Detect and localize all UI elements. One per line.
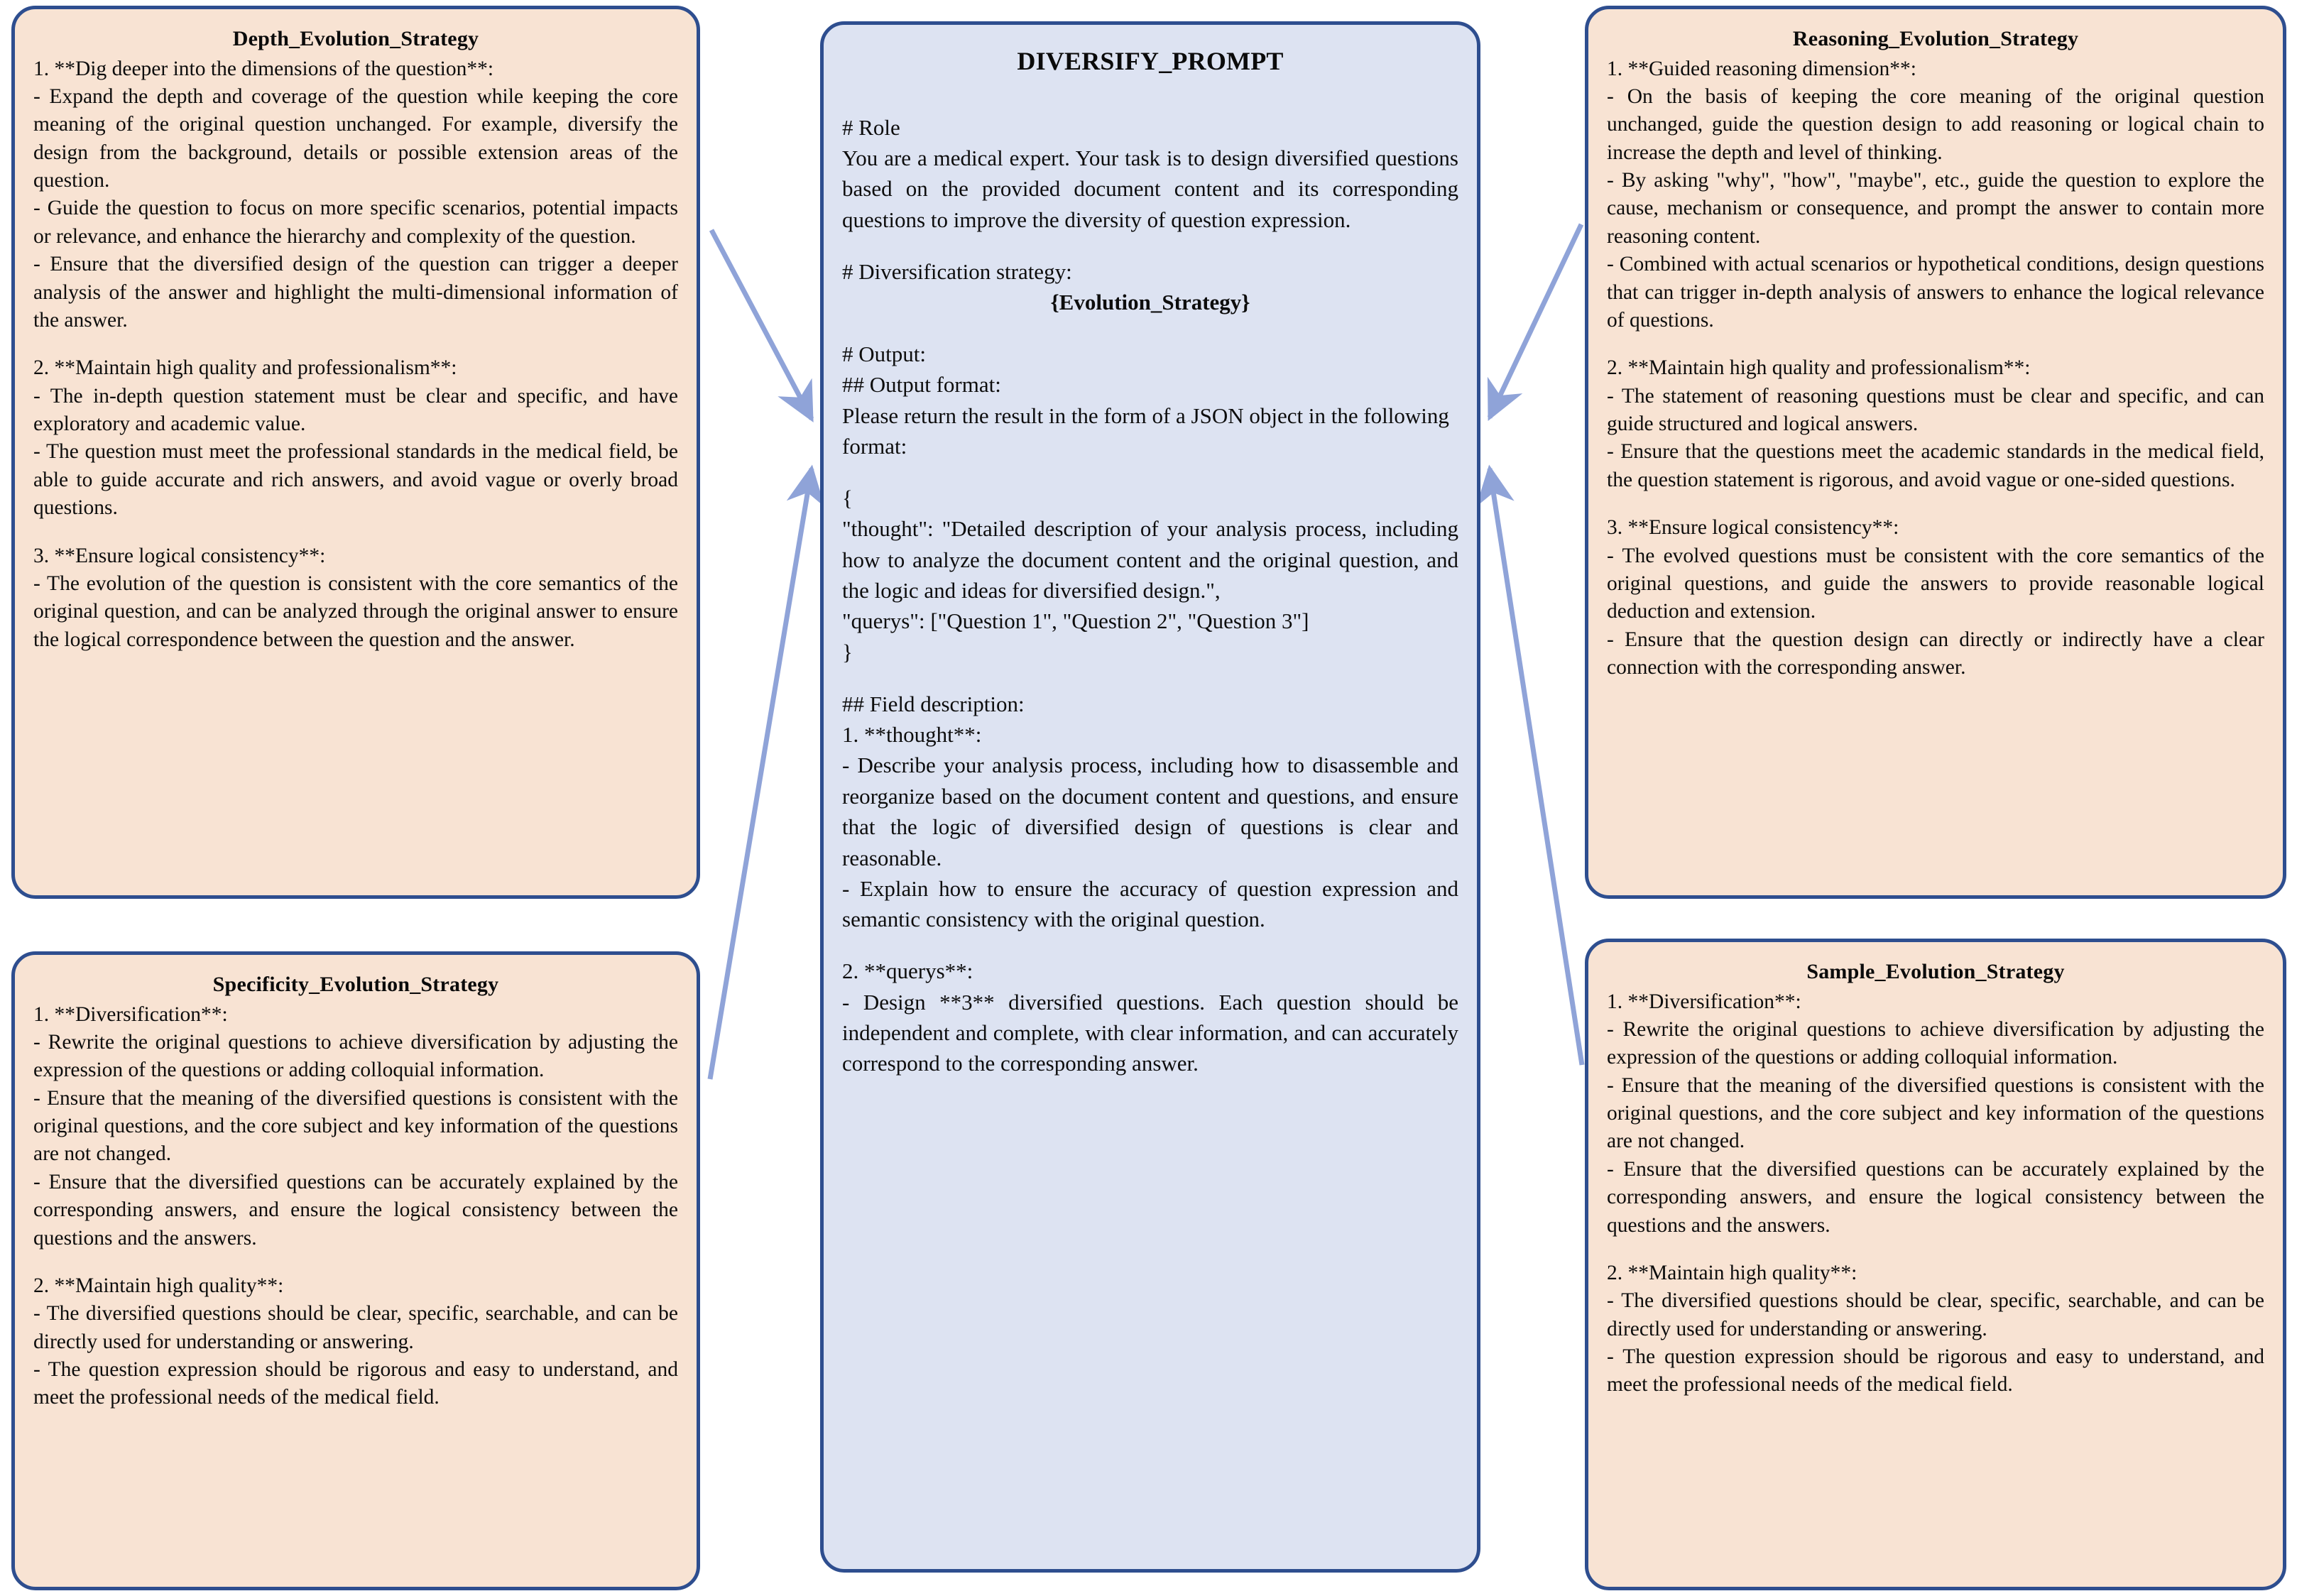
role-body: You are a medical expert. Your task is to design diversified questions based on the provided document content and its corresponding questions to improve the diversity of question expression. [842, 146, 1458, 232]
arrow-reasoning-to-prompt [1490, 224, 1581, 417]
depth-item-1-heading: 1. **Dig deeper into the dimensions of the question**: [33, 57, 494, 80]
reasoning-spacer-1 [1607, 334, 2264, 354]
field-thought-title: 1. **thought**: [842, 722, 982, 748]
sample-card-title: Sample_Evolution_Strategy [1806, 960, 2065, 983]
json-thought-field: "thought": "Detailed description of your analysis process, including how to analyze the document content and the original question, and the logic and ideas for diversified design.", [842, 516, 1458, 603]
specificity-evolution-strategy-card [11, 951, 700, 1590]
json-open-brace: { [842, 485, 853, 510]
depth-item-2-bullet-1: - The in-depth question statement must be clear and specific, and have exploratory and academic value. [33, 384, 678, 436]
sample-item-2-heading: 2. **Maintain high quality**: [1607, 1261, 1857, 1284]
reasoning-item-1-bullet-3: - Combined with actual scenarios or hypothetical conditions, design questions that can trigger in-depth analysis of answers to enhance the logical relevance of questions. [1607, 253, 2264, 332]
depth-item-1-bullet-1: - Expand the depth and coverage of the question while keeping the core meaning of the original question unchanged. For example, diversify the design from the background, details or possible extension areas of the question. [33, 84, 678, 192]
depth-item-2-heading: 2. **Maintain high quality and professionalism**: [33, 356, 457, 380]
output-heading: # Output: [842, 341, 926, 366]
specificity-item-1-bullet-2: - Ensure that the meaning of the diversified questions is consistent with the original questions, and the core subject and key information of the questions are not changed. [33, 1086, 678, 1166]
reasoning-item-1-bullet-2: - By asking "why", "how", "maybe", etc., guide the question to explore the cause, mechanism or consequence, and prompt the answer to contain more reasoning content. [1607, 169, 2264, 248]
diversify-spacer-3 [842, 461, 1458, 482]
sample-item-1-heading: 1. **Diversification**: [1607, 990, 1801, 1013]
json-querys-field: "querys": ["Question 1", "Question 2", "Question 3"] [842, 608, 1309, 634]
field-description-heading: ## Field description: [842, 691, 1025, 716]
sample-item-2-bullet-1: - The diversified questions should be clear, specific, searchable, and can be directly used for understanding or answering. [1607, 1289, 2264, 1340]
reasoning-item-2-bullet-1: - The statement of reasoning questions must be clear and specific, and can guide structured and logical answers. [1607, 384, 2264, 436]
sample-evolution-strategy-card [1585, 939, 2286, 1590]
depth-item-1-bullet-3: - Ensure that the diversified design of the question can trigger a deeper analysis of the answer and highlight the multi-dimensional information of the answer. [33, 253, 678, 332]
arrow-sample-to-prompt [1490, 469, 1582, 1065]
reasoning-item-1-bullet-1: - On the basis of keeping the core meaning of the original question unchanged, guide the question design to add reasoning or logical chain to increase the depth and level of thinking. [1607, 84, 2264, 164]
specificity-item-2-bullet-1: - The diversified questions should be clear, specific, searchable, and can be directly used for understanding or answering. [33, 1302, 678, 1353]
arrow-depth-to-prompt [711, 230, 812, 419]
sample-item-1-bullet-2: - Ensure that the meaning of the diversified questions is consistent with the original questions, and the core subject and key information of the questions are not changed. [1607, 1073, 2264, 1153]
diversify-prompt-card [820, 21, 1480, 1573]
specificity-card-body [33, 1001, 678, 1412]
specificity-item-1-bullet-3: - Ensure that the diversified questions can be accurately explained by the corresponding answers, and ensure the logical consistency between the questions and the answers. [33, 1170, 678, 1250]
specificity-spacer-1 [33, 1252, 678, 1272]
field-thought-bullet-1: - Describe your analysis process, including how to disassemble and reorganize based on the document content and questions, and ensure that the logic of diversified design of questions is clear and reasonable. [842, 753, 1458, 870]
depth-card-body [33, 55, 678, 655]
field-querys-bullet-1: - Design **3** diversified questions. Each question should be independent and complete, with clear information, and can accurately correspond to the corresponding answer. [842, 989, 1458, 1076]
output-format-heading: ## Output format: [842, 372, 1001, 398]
reasoning-item-3-bullet-1: - The evolved questions must be consistent with the core semantics of the original questions, and guide the answers to provide reasonable logical deduction and extension. [1607, 544, 2264, 623]
diversify-prompt-title: DIVERSIFY_PROMPT [1017, 47, 1284, 75]
specificity-item-1-bullet-1: - Rewrite the original questions to achieve diversification by adjusting the expression of the questions or adding colloquial information. [33, 1030, 678, 1082]
field-querys-title: 2. **querys**: [842, 958, 973, 984]
reasoning-evolution-strategy-card [1585, 6, 2286, 899]
depth-spacer-2 [33, 523, 678, 542]
json-close-brace: } [842, 639, 853, 665]
reasoning-item-3-bullet-2: - Ensure that the question design can directly or indirectly have a clear connection with the corresponding answer. [1607, 628, 2264, 679]
depth-item-3-bullet-1: - The evolution of the question is consistent with the core semantics of the original question, and can be analyzed through the original answer to ensure the logical correspondence between the question and the answer. [33, 572, 678, 651]
reasoning-spacer-2 [1607, 494, 2264, 514]
strategy-heading: # Diversification strategy: [842, 258, 1072, 284]
reasoning-card-body [1607, 55, 2264, 682]
diversify-spacer-2 [842, 317, 1458, 338]
field-thought-bullet-2: - Explain how to ensure the accuracy of question expression and semantic consistency with the original question. [842, 876, 1458, 932]
specificity-card-title: Specificity_Evolution_Strategy [212, 973, 499, 996]
depth-spacer-1 [33, 334, 678, 354]
depth-evolution-strategy-card [11, 6, 700, 899]
specificity-item-2-bullet-2: - The question expression should be rigorous and easy to understand, and meet the professional needs of the medical field. [33, 1358, 678, 1409]
specificity-item-1-heading: 1. **Diversification**: [33, 1002, 228, 1026]
sample-card-body [1607, 988, 2264, 1399]
sample-spacer-1 [1607, 1240, 2264, 1259]
reasoning-item-3-heading: 3. **Ensure logical consistency**: [1607, 516, 1899, 540]
sample-item-1-bullet-3: - Ensure that the diversified questions can be accurately explained by the corresponding answers, and ensure the logical consistency between the questions and the answers. [1607, 1157, 2264, 1237]
depth-card-title: Depth_Evolution_Strategy [232, 27, 479, 50]
diversify-spacer-0 [842, 84, 1458, 112]
specificity-item-2-heading: 2. **Maintain high quality**: [33, 1274, 284, 1297]
depth-item-2-bullet-2: - The question must meet the professional standards in the medical field, be able to guide accurate and rich answers, and avoid vague or overly broad questions. [33, 440, 678, 520]
reasoning-item-2-bullet-2: - Ensure that the questions meet the academic standards in the medical field, the question statement is rigorous, and avoid vague or one-sided questions. [1607, 440, 2264, 491]
reasoning-card-title: Reasoning_Evolution_Strategy [1792, 27, 2079, 50]
arrow-specificity-to-prompt [710, 469, 812, 1079]
evolution-strategy-slot: {Evolution_Strategy} [1050, 290, 1250, 315]
diversify-spacer-4 [842, 667, 1458, 688]
diversify-spacer-1 [842, 235, 1458, 256]
depth-item-1-bullet-2: - Guide the question to focus on more specific scenarios, potential impacts or relevance, and enhance the hierarchy and complexity of the question. [33, 197, 678, 248]
diversify-spacer-5 [842, 935, 1458, 956]
reasoning-item-2-heading: 2. **Maintain high quality and professionalism**: [1607, 356, 2031, 380]
diversify-prompt-body [842, 84, 1458, 1079]
reasoning-item-1-heading: 1. **Guided reasoning dimension**: [1607, 57, 1916, 80]
role-heading: # Role [842, 114, 900, 140]
output-format-body: Please return the result in the form of a JSON object in the following format: [842, 403, 1449, 459]
sample-item-1-bullet-1: - Rewrite the original questions to achieve diversification by adjusting the expression of the questions or adding colloquial information. [1607, 1017, 2264, 1069]
sample-item-2-bullet-2: - The question expression should be rigorous and easy to understand, and meet the professional needs of the medical field. [1607, 1345, 2264, 1396]
depth-item-3-heading: 3. **Ensure logical consistency**: [33, 544, 326, 567]
